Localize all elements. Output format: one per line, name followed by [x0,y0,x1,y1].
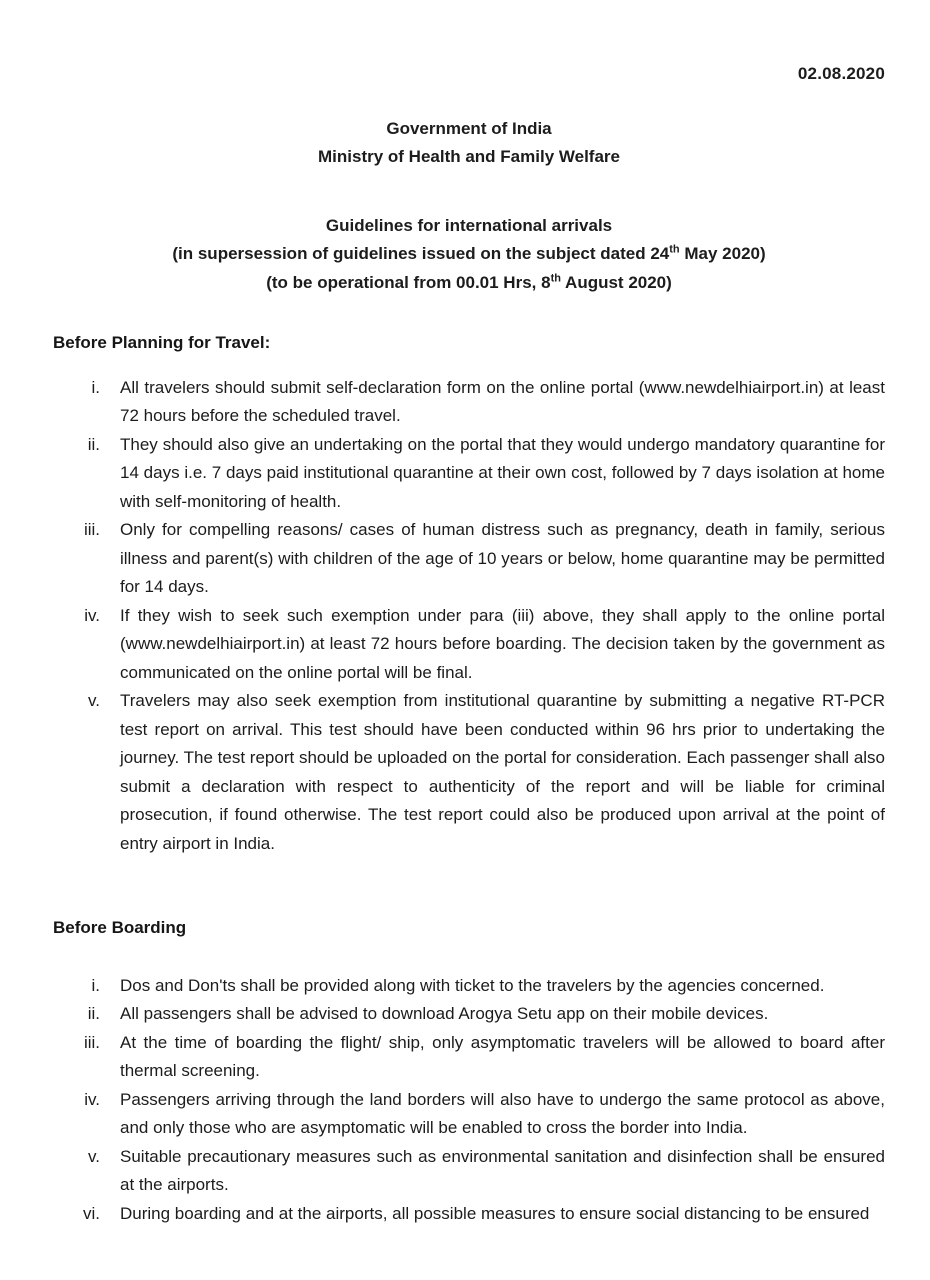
item-text: All passengers shall be advised to download Arogya Setu app on their mobile devices. [120,1004,769,1023]
item-numeral: i. [91,975,100,995]
item-text: At the time of boarding the flight/ ship, only asymptomatic travelers will be allowed to board after thermal screening. [120,1032,885,1080]
list-item [53,431,885,517]
item-text: If they wish to seek such exemption under para (iii) above, they shall apply to the online portal (www.newdelhiairport.in) at least 72 hours before boarding. The decision taken by the government as communicated on the online portal will be final. [120,605,885,682]
list-item [53,516,885,602]
item-numeral: ii. [87,434,100,454]
header-government: Government of India [386,118,552,138]
item-text: Suitable precautionary measures such as environmental sanitation and disinfection shall be ensured at the airports. [120,1146,885,1194]
item-numeral: v. [88,1146,100,1166]
list-item [53,1029,885,1086]
list-item [53,1200,885,1229]
list-item [53,602,885,688]
doc-title: Guidelines for international arrivals [325,215,613,235]
item-numeral: ii. [87,1004,100,1023]
before-planning-list [53,374,885,859]
list-item [53,687,885,858]
list-item [53,1000,885,1029]
document-header [53,115,885,172]
subtitle-supersession-tail: May 2020) [679,244,766,263]
superscript-th: th [669,243,680,256]
doc-subtitle-supersession [53,240,885,269]
item-text: All travelers should submit self-declaration form on the online portal (www.newdelhiairport.in) at least 72 hours before the scheduled travel. [120,377,885,425]
header-ministry: Ministry of Health and Family Welfare [318,147,620,166]
subtitle-supersession-text: (in supersession of guidelines issued on the subject dated 24 [172,244,670,263]
list-item [53,972,885,1001]
subtitle-operational-tail: August 2020) [560,272,672,292]
item-numeral: iii. [83,1032,100,1052]
item-numeral: v. [88,691,100,710]
item-text: They should also give an undertaking on the portal that they would undergo mandatory quarantine for 14 days i.e. 7 days paid institutional quarantine at their own cost, followed by 7 days isolation at home with self-monitoring of health. [120,434,885,511]
item-numeral: iii. [83,520,100,539]
item-numeral: iv. [84,605,100,625]
item-text: Passengers arriving through the land borders will also have to undergo the same protocol as above, and only those who are asymptomatic will be enabled to cross the border into India. [120,1089,885,1137]
item-text: Only for compelling reasons/ cases of human distress such as pregnancy, death in family, serious illness and parent(s) with children of the age of 10 years or below, home quarantine may be permitted for 14 days. [120,520,885,596]
doc-subtitle-operational [53,269,885,298]
document-date: 02.08.2020 [797,64,885,83]
before-boarding-list [53,972,885,1229]
list-item [53,1086,885,1143]
document-title-block [53,212,885,298]
section-heading-before-boarding: Before Boarding [53,918,187,937]
superscript-th: th [550,271,561,284]
subtitle-operational-text: (to be operational from 00.01 Hrs, 8 [266,272,551,292]
item-text: During boarding and at the airports, all possible measures to ensure social distancing to be ensured [120,1203,870,1223]
item-text: Dos and Don'ts shall be provided along with ticket to the travelers by the agencies concerned. [120,975,825,995]
item-numeral: iv. [84,1089,100,1109]
item-numeral: vi. [83,1203,100,1223]
item-numeral: i. [91,377,100,397]
section-heading-before-planning: Before Planning for Travel: [53,333,271,352]
list-item [53,374,885,431]
item-text: Travelers may also seek exemption from institutional quarantine by submitting a negative RT-PCR test report on arrival. This test should have been conducted within 96 hrs prior to undertaking the journey. The test report should be uploaded on the portal for consideration. Each passenger shall also submit a declaration with respect to authenticity of the report and will be liable for criminal prosecution, if found otherwise. The test report could also be produced upon arrival at the point of entry airport in India. [120,691,885,853]
list-item [53,1143,885,1200]
